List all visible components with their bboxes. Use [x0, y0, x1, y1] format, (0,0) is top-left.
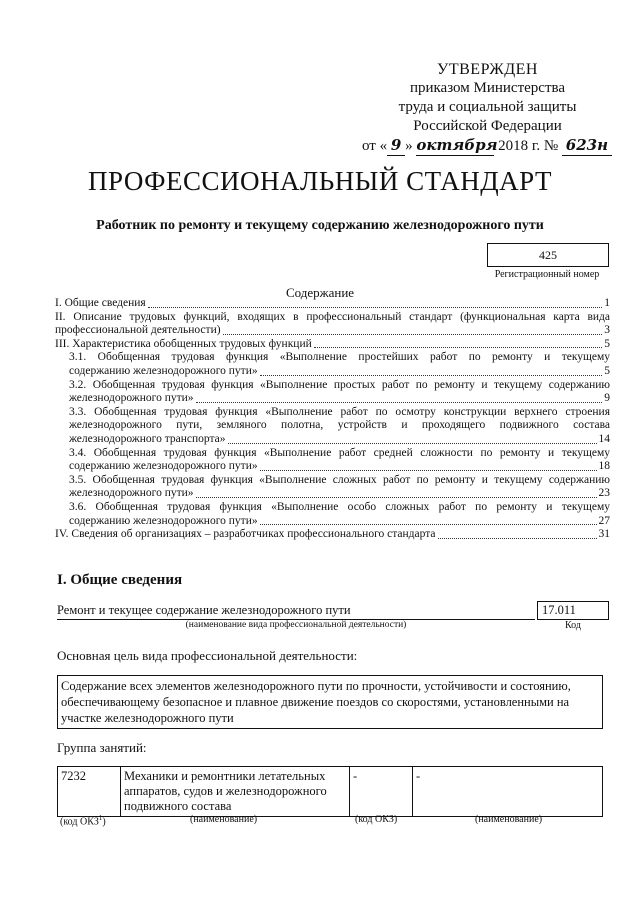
approval-line-4: Российской Федерации: [413, 118, 562, 134]
occupation-name-label-1: (наименование): [190, 814, 258, 825]
activity-code: 17.011: [537, 601, 609, 620]
occupation-name-label-2: (наименование): [475, 814, 543, 825]
okz-code-2: -: [350, 767, 413, 817]
registration-number-box: 425: [487, 243, 609, 267]
table-of-contents: [55, 297, 610, 542]
toc-item[interactable]: 3.2. Обобщенная трудовая функция «Выполнение простых работ по ремонту и текущему содержанию железнодорожного пути» 9: [69, 378, 610, 405]
toc-heading: Содержание: [285, 285, 355, 300]
toc-item[interactable]: 3.5. Обобщенная трудовая функция «Выполнение сложных работ по ремонту и текущему содержанию железнодорожного пути» 23: [69, 473, 610, 500]
toc-item[interactable]: IV. Сведения об организациях – разработчиках профессионального стандарта 31: [55, 528, 610, 541]
registration-number-label: Регистрационный номер: [494, 269, 600, 280]
section-heading: I. Общие сведения: [57, 572, 183, 588]
activity-code-label: Код: [565, 620, 581, 631]
occupation-name-2: -: [413, 767, 603, 817]
toc-item[interactable]: II. Описание трудовых функций, входящих в профессиональный стандарт (функциональная карта вида профессиональной деятельности) 3: [55, 310, 610, 337]
toc-item[interactable]: 3.4. Обобщенная трудовая функция «Выполнение работ средней сложности по ремонту и текущему содержанию железнодорожного пути» 18: [69, 446, 610, 473]
activity-name: Ремонт и текущее содержание железнодорожного пути: [57, 603, 535, 620]
occupation-group-label: Группа занятий:: [57, 740, 147, 755]
toc-item[interactable]: 3.1. Обобщенная трудовая функция «Выполнение простейших работ по ремонту и текущему содержанию железнодорожного пути» 5: [69, 351, 610, 377]
approval-block: [362, 60, 609, 156]
occupation-name-1: Механики и ремонтники летательных аппаратов, судов и железнодорожного подвижного состава: [121, 767, 350, 817]
document-title: ПРОФЕССИОНАЛЬНЫЙ СТАНДАРТ: [87, 166, 553, 196]
okz-code-label-2: (код ОКЗ): [355, 814, 398, 825]
toc-item[interactable]: 3.6. Обобщенная трудовая функция «Выполнение особо сложных работ по ремонту и текущему содержанию железнодорожного пути» 27: [69, 500, 610, 527]
approval-line-2: приказом Министерства: [409, 80, 566, 96]
toc-item[interactable]: III. Характеристика обобщенных трудовых функций 5: [55, 337, 610, 350]
approval-title: УТВЕРЖДЕН: [437, 61, 538, 78]
table-row: [58, 767, 603, 817]
approval-date: от « 9 » октября 2018 г. № 623н: [362, 136, 605, 156]
occupation-table: [57, 766, 603, 817]
goal-text: Содержание всех элементов железнодорожного пути по прочности, устойчивости и состоянию, обеспечивающему безопасное и плавное движение поездов со скоростями, установленными на участке железнодорожного пути: [57, 675, 603, 729]
approval-line-3: труда и социальной защиты: [398, 99, 577, 115]
okz-code-1: 7232: [58, 767, 121, 817]
toc-item[interactable]: 3.3. Обобщенная трудовая функция «Выполнение работ по осмотру конструкции верхнего строения железнодорожного пути, земляного полотна, устройств и проходящего подвижного состава железнодорожного транспорта» 14: [69, 405, 610, 445]
toc-item[interactable]: I. Общие сведения 1: [55, 297, 610, 309]
approval-day: 9: [387, 136, 405, 156]
approval-month: октября: [416, 136, 498, 154]
approval-number: 623н: [562, 136, 612, 156]
document-subtitle: Работник по ремонту и текущему содержанию железнодорожного пути: [96, 218, 544, 233]
activity-name-label: (наименование вида профессиональной деятельности): [185, 620, 407, 630]
okz-code-label-1: (код ОКЗ$^1$): [60, 814, 106, 828]
goal-label: Основная цель вида профессиональной деятельности:: [57, 648, 358, 663]
